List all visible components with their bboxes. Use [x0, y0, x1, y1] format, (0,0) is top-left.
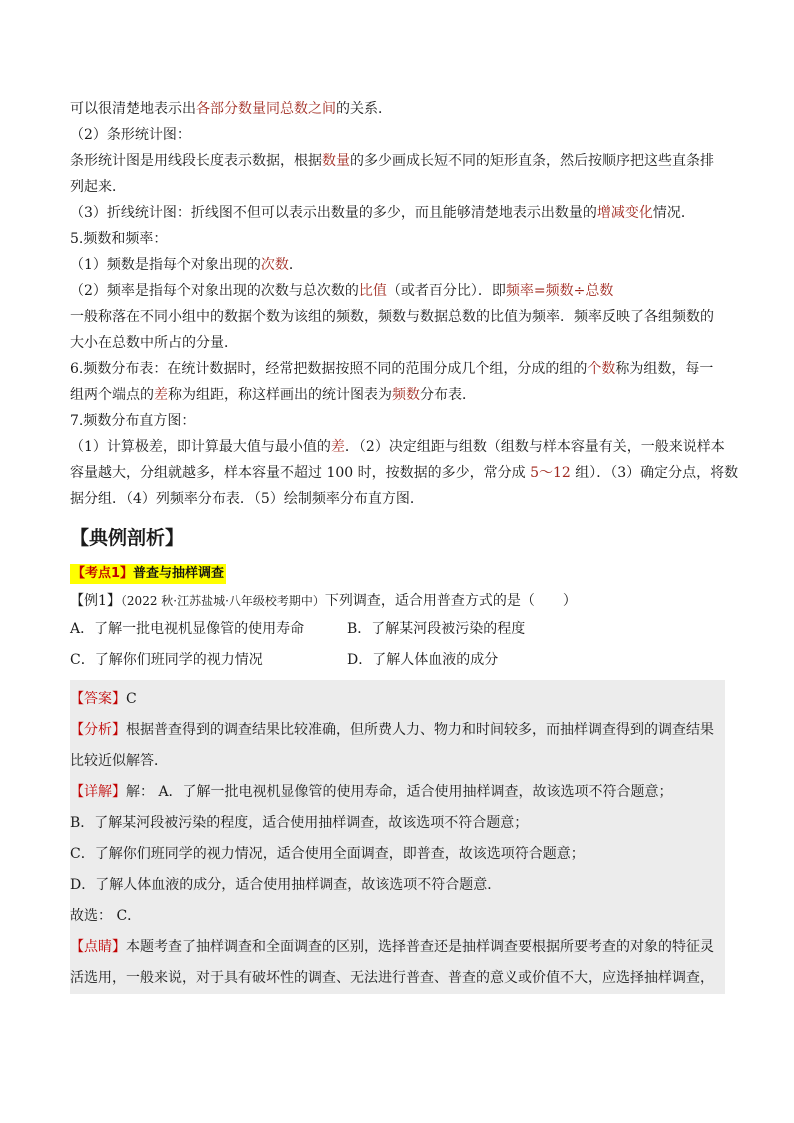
text-line — [70, 408, 725, 434]
option-d: D．了解人体血液的成分 — [347, 652, 499, 668]
detail-text-1: 解： A．了解一批电视机显像管的使用寿命，适合使用抽样调查，故该选项不符合题意； — [126, 784, 673, 800]
key-term: 5～12 — [530, 465, 571, 481]
key-term: 频率=频数÷总数 — [505, 283, 614, 299]
choose-line: 故选： C． — [70, 908, 142, 924]
text-line — [70, 96, 725, 122]
key-term: 增减变化 — [596, 205, 653, 221]
topic-tag-row — [70, 558, 725, 588]
detail-label: 【详解】 — [70, 784, 126, 800]
text-segment: 的多少画成长短不同的矩形直条，然后按顺序把这些直条排 — [350, 153, 714, 169]
text-segment: （1）计算极差，即计算最大值与最小值的 — [70, 439, 331, 455]
text-line — [70, 226, 725, 252]
solution-box — [70, 680, 725, 994]
key-term: 个数 — [587, 361, 616, 377]
question-label: 【例1】 — [70, 593, 121, 609]
analysis-text-1: 根据普查得到的调查结果比较准确，但所费人力、物力和时间较多，而抽样调查得到的调查结果 — [126, 722, 714, 738]
text-line — [70, 304, 725, 330]
text-segment: 7.频数分布直方图： — [70, 413, 196, 429]
text-line — [70, 148, 725, 174]
text-segment: ．（2）决定组距与组数（组数与样本容量有关，一般来说样本 — [344, 439, 725, 455]
text-line — [70, 434, 725, 460]
text-segment: （1）频数是指每个对象出现的 — [70, 257, 261, 273]
text-segment: 情况． — [652, 205, 695, 221]
detail-line-4: D．了解人体血液的成分，适合使用抽样调查，故该选项不符合题意． — [70, 877, 502, 893]
comment-text-1: 本题考查了抽样调查和全面调查的区别，选择普查还是抽样调查要根据所要考查的对象的特征灵 — [126, 939, 714, 955]
text-line — [70, 460, 739, 486]
text-line — [70, 278, 725, 304]
key-term: 数量 — [322, 153, 350, 169]
text-segment: 列起来． — [70, 179, 126, 195]
question-source: （2022 秋·江苏盐城·八年级校考期中） — [120, 594, 325, 608]
text-line — [70, 356, 725, 382]
question-text: 下列调查，适合用普查方式的是（ ） — [324, 593, 577, 609]
analysis-label: 【分析】 — [70, 722, 126, 738]
text-segment: 大小在总数中所占的分量． — [70, 335, 238, 351]
text-segment: 组两个端点的 — [70, 387, 154, 403]
key-term: 差 — [330, 439, 345, 455]
text-segment: （或者百分比）．即 — [386, 283, 506, 299]
detail-line-3: C．了解你们班同学的视力情况，适合使用全面调查，即普查，故该选项符合题意； — [70, 846, 585, 862]
text-segment: 条形统计图是用线段长度表示数据，根据 — [70, 153, 322, 169]
text-segment: 一般称落在不同小组中的数据个数为该组的频数，频数与数据总数的比值为频率．频率反映了各组频数的 — [70, 309, 714, 325]
text-segment: 5.频数和频率： — [70, 231, 168, 247]
text-segment: 的关系． — [336, 101, 392, 117]
text-segment: 称为组距，称这样画出的统计图表为 — [168, 387, 392, 403]
text-line — [70, 330, 725, 356]
text-segment: ． — [288, 257, 303, 273]
text-line — [70, 382, 725, 408]
key-term: 次数 — [260, 257, 289, 273]
text-line — [70, 486, 725, 512]
detail-line-1 — [70, 777, 725, 808]
text-line — [70, 122, 725, 148]
answer-label: 【答案】 — [70, 691, 126, 707]
key-term: 差 — [154, 387, 168, 403]
text-line — [70, 200, 725, 226]
analysis-line-2: 比较近似解答． — [70, 753, 168, 769]
question-stem — [70, 588, 725, 614]
option-a: A．了解一批电视机显像管的使用寿命 — [70, 621, 305, 637]
knowledge-points — [70, 96, 739, 512]
answer-value: C — [126, 691, 137, 707]
topic-tag-number: 【考点1】 — [72, 566, 134, 581]
comment-line-1 — [70, 932, 725, 963]
text-segment: （2）频率是指每个对象出现的次数与总次数的 — [70, 283, 359, 299]
option-c: C．了解你们班同学的视力情况 — [70, 652, 263, 668]
text-segment: 容量越大，分组就越多，样本容量不超过 100 时，按数据的多少，常分成 — [70, 465, 531, 481]
text-segment: （3）折线统计图：折线图不但可以表示出数量的多少，而且能够清楚地表示出数量的 — [70, 205, 597, 221]
key-term: 各部分数量同总数之间 — [196, 101, 336, 117]
section-title: 【典例剖析】 — [70, 527, 185, 549]
text-segment: 可以很清楚地表示出 — [70, 101, 196, 117]
text-line — [70, 174, 725, 200]
text-segment: 称为组数，每一 — [615, 361, 714, 377]
key-term: 比值 — [358, 283, 387, 299]
topic-tag — [70, 564, 226, 584]
options-row-2 — [70, 645, 725, 676]
text-segment: 据分组．（4）列频率分布表．（5）绘制频率分布直方图． — [70, 491, 424, 507]
text-segment: （2）条形统计图： — [70, 127, 191, 143]
text-segment: 6.频数分布表：在统计数据时，经常把数据按照不同的范围分成几个组，分成的组的 — [70, 361, 588, 377]
text-segment: 组）．（3）确定分点，将数 — [570, 465, 739, 481]
key-term: 频数 — [392, 387, 420, 403]
topic-tag-title: 普查与抽样调查 — [133, 566, 225, 581]
option-b: B．了解某河段被污染的程度 — [347, 621, 526, 637]
analysis-line-1 — [70, 715, 725, 746]
comment-line-2: 活选用，一般来说，对于具有破坏性的调查、无法进行普查、普查的意义或价值不大，应选择抽样调查， — [70, 970, 714, 986]
answer-line — [70, 684, 725, 715]
document-page — [70, 96, 739, 994]
text-segment: 分布表． — [420, 387, 476, 403]
detail-line-2: B．了解某河段被污染的程度，适合使用抽样调查，故该选项不符合题意； — [70, 815, 529, 831]
comment-label: 【点睛】 — [70, 939, 126, 955]
options-row-1 — [70, 614, 725, 645]
text-line — [70, 252, 725, 278]
